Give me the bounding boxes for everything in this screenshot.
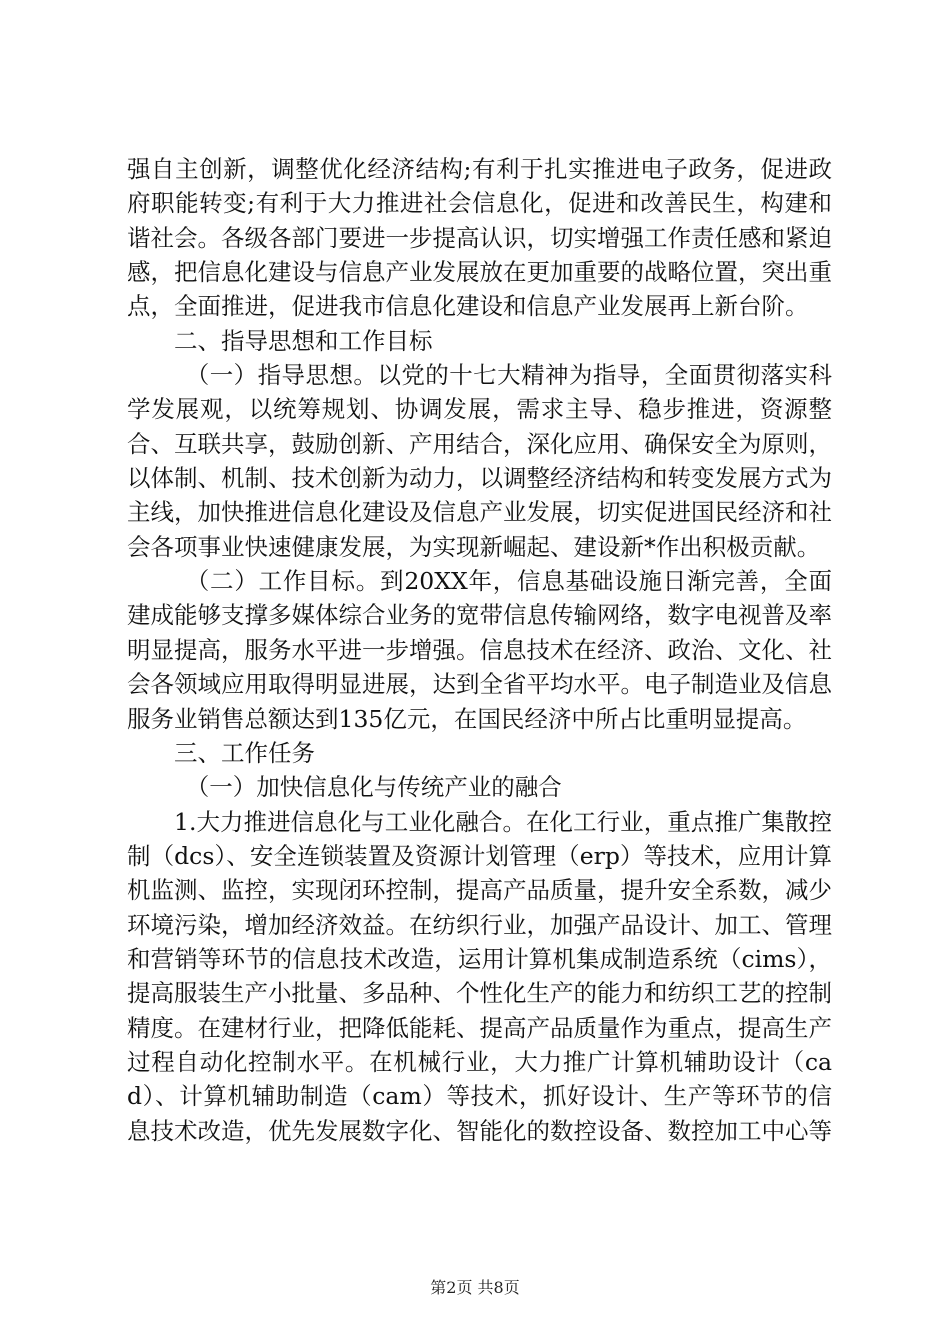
paragraph-work-goals: （二）工作目标。到20XX年，信息基础设施日渐完善，全面建成能够支撑多媒体综合业务的宽带信息传输网络，数字电视普及率明显提高，服务水平进一步增强。信息技术在经济、政治、文化、社会各领域应用取得明显进展，达到全省平均水平。电子制造业及信息服务业销售总额达到135亿元，在国民经济中所占比重明显提高。 <box>127 567 832 733</box>
subsection-heading-integration: （一）加快信息化与传统产业的融合 <box>185 773 562 802</box>
paragraph-industrialization: 1.大力推进信息化与工业化融合。在化工行业，重点推广集散控制（dcs）、安全连锁装置及资源计划管理（erp）等技术，应用计算机监测、监控，实现闭环控制，提高产品质量，提升安全系数，减少环境污染，增加经济效益。在纺织行业，加强产品设计、加工、管理和营销等环节的信息技术改造，运用计算机集成制造系统（cims），提高服装生产小批量、多品种、个性化生产的能力和纺织工艺的控制精度。在建材行业，把降低能耗、提高产品质量作为重点，提高生产过程自动化控制水平。在机械行业，大力推广计算机辅助设计（cad）、计算机辅助制造（cam）等技术，抓好设计、生产等环节的信息技术改造，优先发展数字化、智能化的数控设备、数控加工中心等 <box>127 807 832 1145</box>
paragraph-guiding-ideology: （一）指导思想。以党的十七大精神为指导，全面贯彻落实科学发展观，以统筹规划、协调发展，需求主导、稳步推进，资源整合、互联共享，鼓励创新、产用结合，深化应用、确保安全为原则，以体制、机制、技术创新为动力，以调整经济结构和转变发展方式为主线，加快推进信息化建设及信息产业发展，切实促进国民经济和社会各项事业快速健康发展，为实现新崛起、建设新*作出积极贡献。 <box>127 361 832 561</box>
section-heading-guiding-thought: 二、指导思想和工作目标 <box>174 326 433 355</box>
paragraph-continuation: 强自主创新，调整优化经济结构;有利于扎实推进电子政务，促进政府职能转变;有利于大力推进社会信息化，促进和改善民生，构建和谐社会。各级各部门要进一步提高认识，切实增强工作责任感和紧迫感，把信息化建设与信息产业发展放在更加重要的战略位置，突出重点，全面推进，促进我市信息化建设和信息产业发展再上新台阶。 <box>127 155 832 321</box>
section-heading-work-tasks: 三、工作任务 <box>174 738 315 767</box>
document-body <box>127 152 832 1148</box>
page-number-footer: 第2页 共8页 <box>430 1278 520 1297</box>
